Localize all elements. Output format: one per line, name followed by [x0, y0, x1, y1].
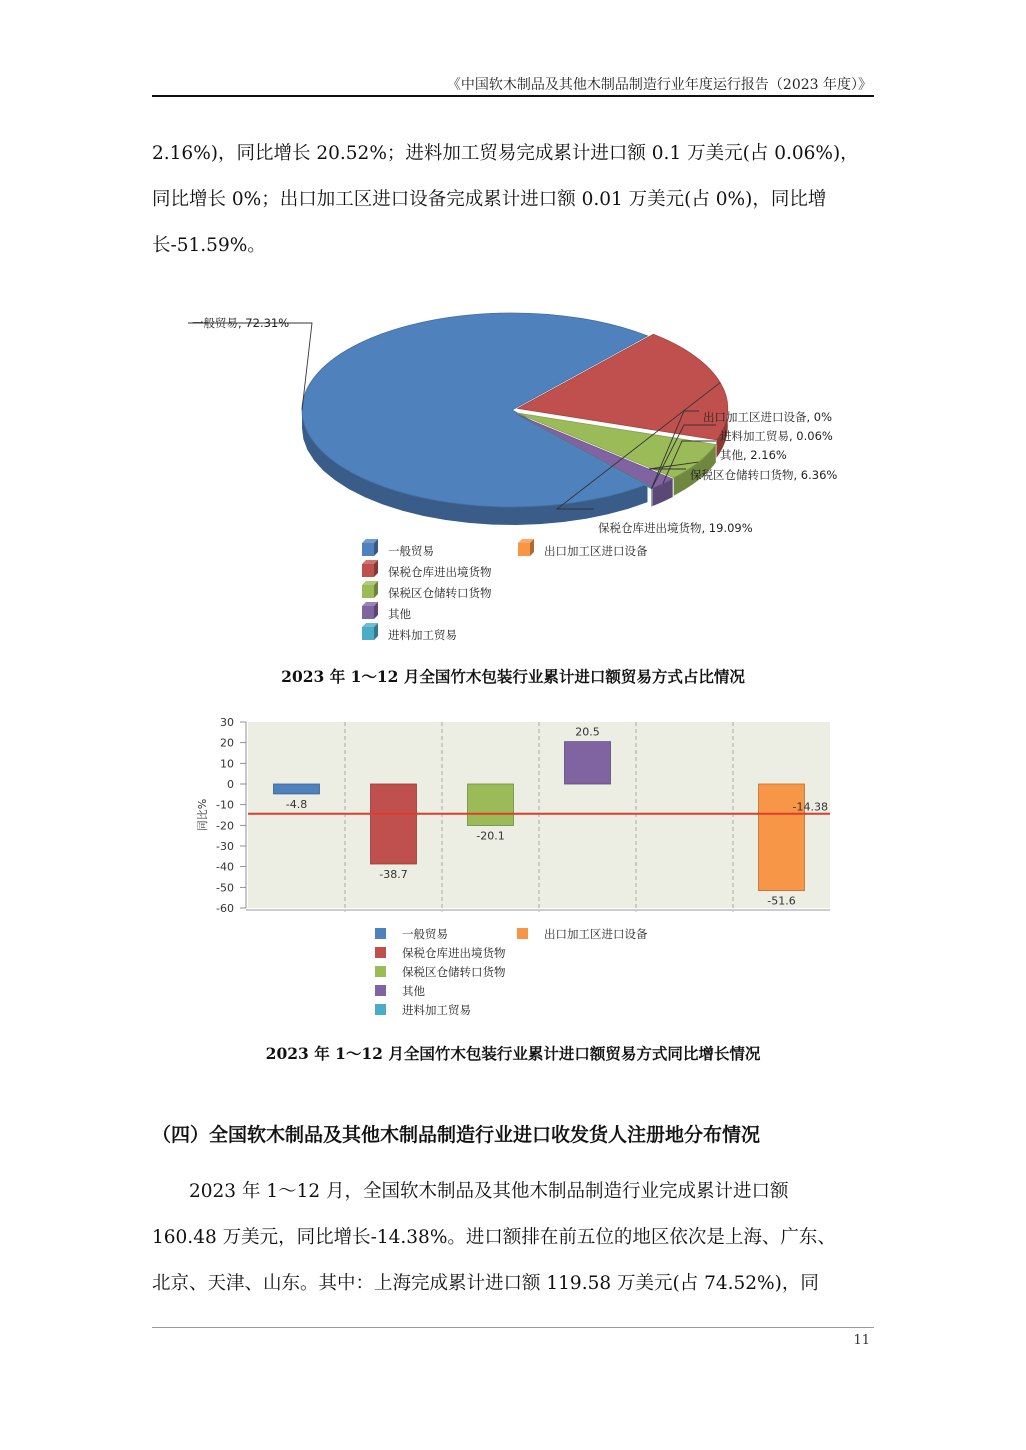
y-tick-label: 0 — [227, 778, 234, 791]
bar — [468, 784, 514, 826]
legend-item — [362, 581, 492, 600]
reference-line-label: -14.38 — [792, 800, 828, 814]
bar-chart-caption: 2023 年 1～12 月全国竹木包装行业累计进口额贸易方式同比增长情况 — [265, 1044, 761, 1063]
legend-swatch — [375, 1004, 386, 1015]
legend-swatch — [362, 543, 374, 556]
legend-swatch — [375, 928, 386, 939]
y-tick-label: -30 — [216, 840, 234, 853]
legend-item — [375, 927, 448, 941]
legend-item — [375, 1003, 471, 1017]
bar — [274, 784, 320, 794]
bar-data-label: -20.1 — [476, 829, 505, 843]
bar-data-label: -4.8 — [285, 797, 308, 811]
pie-chart-caption: 2023 年 1～12 月全国竹木包装行业累计进口额贸易方式占比情况 — [281, 667, 745, 686]
legend-label: 保税区仓储转口货物 — [402, 965, 506, 979]
y-tick-label: -60 — [216, 902, 234, 915]
pie-leader-line — [188, 323, 312, 410]
y-tick-label: -50 — [216, 881, 234, 895]
legend-label: 出口加工区进口设备 — [544, 544, 648, 558]
paragraph-line: 2023 年 1～12 月，全国软木制品及其他木制品制造行业完成累计进口额 — [189, 1181, 789, 1202]
pie-data-label: 一般贸易, 72.31% — [192, 316, 290, 330]
y-tick-label: -20 — [216, 819, 234, 833]
legend-item — [518, 539, 648, 558]
legend-item — [375, 946, 506, 960]
legend-label: 保税仓库进出境货物 — [388, 565, 492, 579]
paragraph-line: 同比增长 0%；出口加工区进口设备完成累计进口额 0.01 万美元(占 0%)，同比增 — [152, 189, 827, 210]
legend-label: 其他 — [388, 607, 411, 621]
legend-swatch — [362, 585, 374, 598]
pie-data-label: 保税仓库进出境货物, 19.09% — [598, 521, 753, 535]
legend-swatch — [375, 966, 386, 977]
legend-swatch — [375, 985, 386, 996]
legend-label: 出口加工区进口设备 — [544, 927, 648, 941]
pie-data-label: 进料加工贸易, 0.06% — [720, 429, 833, 443]
legend-label: 保税区仓储转口货物 — [388, 586, 492, 600]
paragraph-line: 北京、天津、山东。其中：上海完成累计进口额 119.58 万美元(占 74.52%)，同 — [152, 1273, 819, 1294]
footer-rule — [152, 1327, 874, 1328]
bar-data-label: -38.7 — [379, 867, 408, 881]
pie-chart — [152, 295, 874, 655]
pie-slice-side — [651, 488, 652, 506]
legend-swatch — [362, 564, 374, 577]
bar — [565, 742, 611, 784]
legend-label: 一般贸易 — [388, 544, 434, 558]
legend-swatch — [362, 606, 374, 619]
y-tick-label: 10 — [220, 757, 234, 771]
pie-data-label: 出口加工区进口设备, 0% — [703, 410, 833, 424]
legend-label: 进料加工贸易 — [402, 1003, 471, 1017]
legend-label: 其他 — [402, 984, 425, 998]
bar — [371, 784, 417, 864]
paragraph-line: 160.48 万美元，同比增长-14.38%。进口额排在前五位的地区依次是上海、广东、 — [152, 1227, 836, 1248]
y-tick-label: 20 — [220, 736, 234, 750]
legend-label: 一般贸易 — [402, 927, 448, 941]
legend-item — [362, 602, 411, 621]
legend-swatch — [517, 928, 528, 939]
legend-swatch — [362, 627, 374, 640]
y-tick-label: 30 — [220, 716, 234, 729]
pie-data-label: 保税区仓储转口货物, 6.36% — [690, 468, 838, 482]
bar-chart — [190, 710, 840, 1030]
y-tick-label: -10 — [216, 798, 234, 812]
section-title: （四）全国软木制品及其他木制品制造行业进口收发货人注册地分布情况 — [152, 1124, 761, 1146]
legend-item — [362, 539, 434, 558]
legend-item — [362, 560, 492, 579]
pie-data-label: 其他, 2.16% — [720, 448, 787, 462]
legend-label: 保税仓库进出境货物 — [402, 946, 506, 960]
report-header-title: 《中国软木制品及其他木制品制造行业年度运行报告（2023 年度）》 — [446, 77, 872, 93]
bar-data-label: -51.6 — [767, 894, 796, 908]
legend-swatch — [518, 543, 530, 556]
page-number: 11 — [853, 1333, 870, 1348]
legend-item — [517, 927, 648, 941]
y-axis-label: 同比% — [196, 798, 209, 832]
paragraph-line: 长-51.59%。 — [152, 235, 266, 256]
legend-swatch — [375, 947, 386, 958]
y-tick-label: -40 — [216, 860, 234, 874]
legend-item — [362, 623, 457, 642]
paragraph-line: 2.16%)，同比增长 20.52%；进料加工贸易完成累计进口额 0.1 万美元(占 0.06%)， — [152, 143, 859, 164]
legend-item — [375, 984, 425, 998]
legend-label: 进料加工贸易 — [388, 628, 457, 642]
header-rule — [152, 95, 874, 97]
legend-item — [375, 965, 506, 979]
bar-data-label: 20.5 — [575, 725, 600, 739]
